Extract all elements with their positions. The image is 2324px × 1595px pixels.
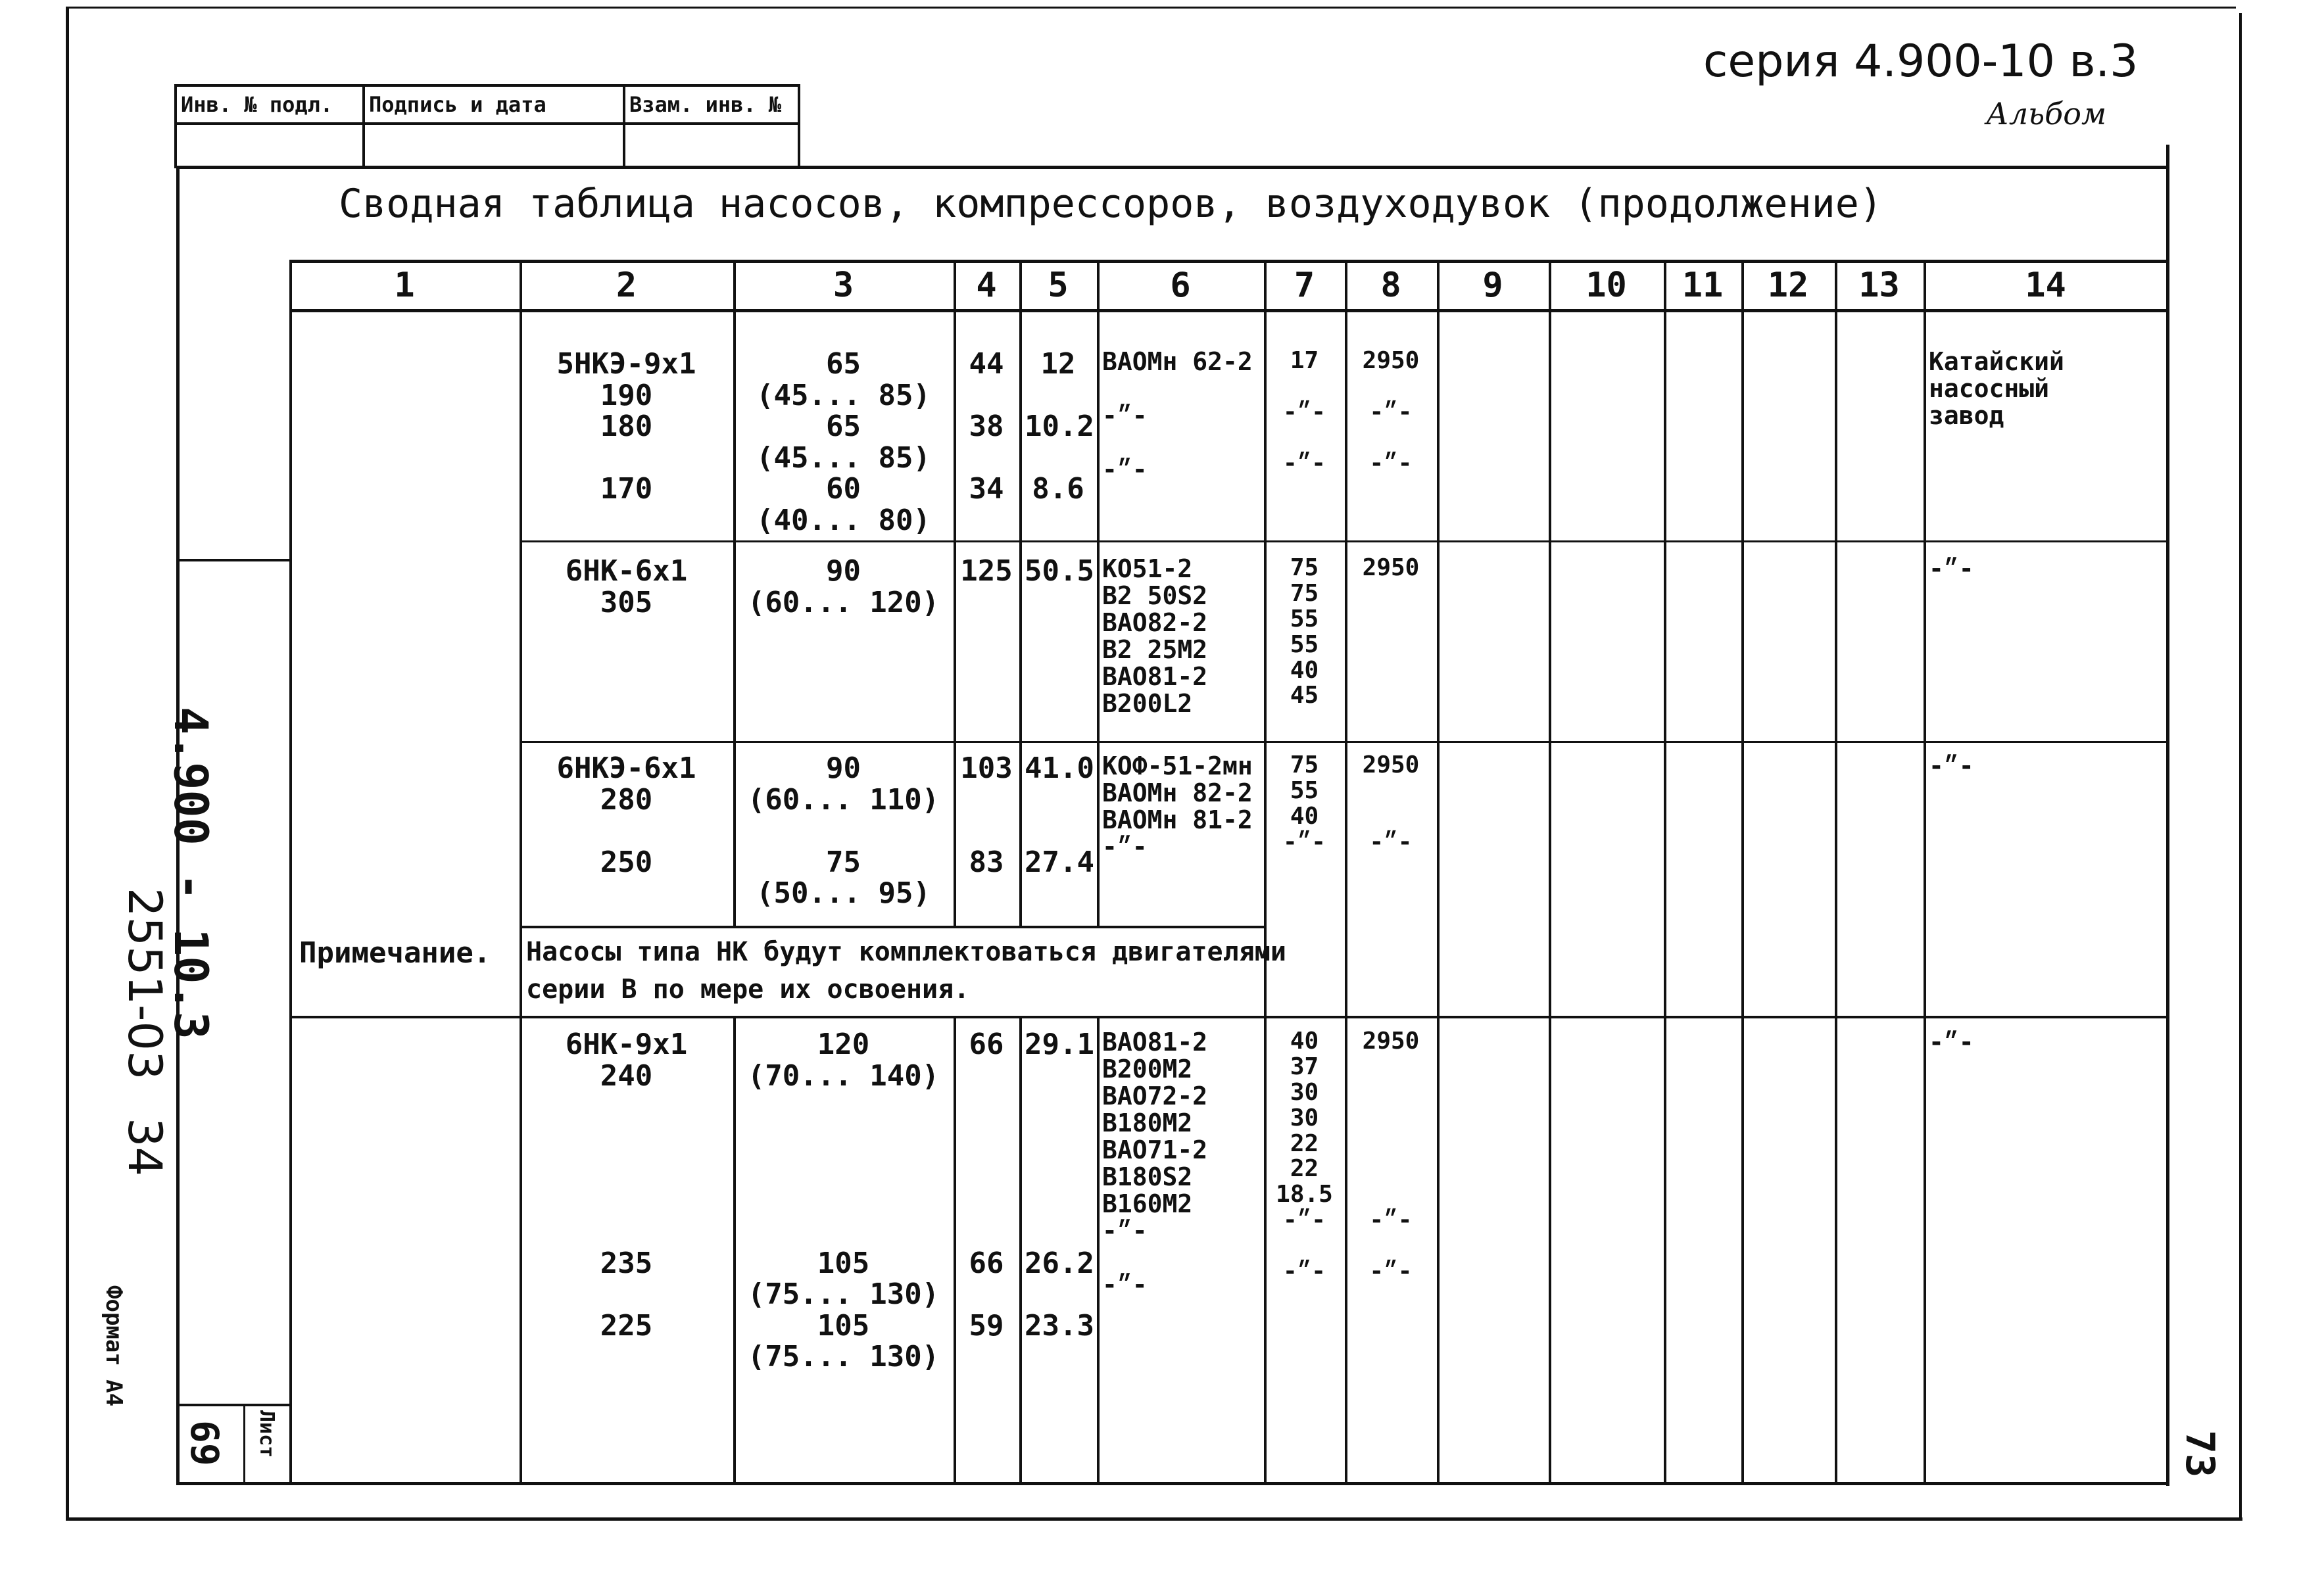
table-cell-r1-col5: 12 10.2 8.6	[1025, 347, 1094, 506]
table-cell-r3-col3: 90 (60... 110) 75 (50... 95)	[747, 751, 940, 911]
table-cell-r3-col7: 75 55 40 -״-	[1283, 751, 1326, 855]
column-header-5: 5	[1048, 266, 1069, 305]
column-header-10: 10	[1586, 266, 1627, 305]
col12-line	[1741, 260, 1744, 1484]
column-header-12: 12	[1767, 266, 1809, 305]
table-cell-r1-col4: 44 38 34	[969, 347, 1004, 506]
column-header-8: 8	[1380, 266, 1401, 305]
table-cell-r4-col8: 2950 -״- -״-	[1362, 1028, 1420, 1285]
table-cell-r1-col8: 2950 -״- -״-	[1362, 347, 1420, 477]
format-label-vertical: Формат А4	[101, 1285, 127, 1407]
table-cell-r4-col4: 66 66 59	[969, 1028, 1004, 1343]
col13-line	[1835, 260, 1837, 1484]
col14-line	[1924, 260, 1926, 1484]
column-header-11: 11	[1682, 266, 1724, 305]
sheet-label-vertical: Лист	[255, 1410, 278, 1458]
table-cell-r1-col14: Катайский насосный завод	[1929, 347, 2064, 431]
table-cell-r2-col3: 90 (60... 120)	[747, 554, 940, 619]
table-cell-r3-col6: КОФ-51-2мн ВАОМн 82-2 ВАОМн 81-2 -״-	[1102, 751, 1253, 862]
table-cell-r1-col2: 5НКЭ-9х1 190 180 170	[556, 347, 696, 506]
table-cell-r2-col5: 50.5	[1025, 554, 1094, 588]
doc-code-vertical: 2551-03	[118, 888, 172, 1080]
col9-line	[1437, 260, 1440, 1484]
frame-bottom	[66, 1517, 2242, 1521]
stamp-replacement-value	[624, 124, 799, 167]
column-header-1: 1	[394, 266, 415, 305]
table-cell-r3-col8: 2950 -״-	[1362, 751, 1420, 855]
stamp-inventory-value	[176, 124, 364, 167]
table-cell-r2-col8: 2950	[1362, 554, 1420, 581]
frame-left	[66, 7, 69, 1519]
header-bottom-line	[289, 309, 2167, 312]
table-cell-r1-col7: 17 -״- -״-	[1283, 347, 1326, 477]
inner-frame-top	[176, 166, 2169, 169]
col8-line	[1345, 260, 1347, 1484]
col3-line	[733, 260, 736, 927]
approval-stamp	[174, 84, 800, 168]
col5-line	[1019, 260, 1022, 927]
table-cell-r4-col2: 6НК-9х1 240 235 225	[565, 1028, 688, 1343]
row1-bottom-left	[180, 559, 289, 561]
col6-line	[1097, 260, 1100, 927]
table-cell-r2-col6: КО51-2 В2 50S2 ВАО82-2 В2 25М2 ВАО81-2 В200L2	[1102, 554, 1208, 719]
column-header-9: 9	[1482, 266, 1503, 305]
col1-left-line	[289, 260, 292, 1484]
table-cell-r1-col3: 65 (45... 85) 65 (45... 85) 60 (40... 80)	[756, 347, 931, 537]
stamp-signature-value	[364, 124, 624, 167]
row2-bottom-line	[520, 741, 2167, 743]
frame-top	[66, 7, 2236, 9]
col2-line	[520, 260, 522, 1484]
side-box-divider	[243, 1404, 245, 1484]
table-cell-r3-col5: 41.0 27.4	[1025, 751, 1094, 879]
column-header-14: 14	[2025, 266, 2066, 305]
table-cell-r2-col14: -״-	[1929, 554, 1974, 583]
column-header-2: 2	[616, 266, 637, 305]
col7-line	[1264, 260, 1267, 1484]
col4-line	[954, 260, 956, 927]
note-label: Примечание.	[299, 936, 491, 970]
column-header-3: 3	[833, 266, 854, 305]
page-title: Сводная таблица насосов, компрессоров, воздуходувок (продолжение)	[339, 181, 1883, 227]
col3-line-b	[733, 1016, 736, 1484]
table-cell-r3-col4: 103 83	[960, 751, 1013, 879]
row1-bottom-line	[520, 540, 2167, 542]
page-number-vertical: 73	[2177, 1430, 2223, 1478]
sheet-code-vertical: 34	[118, 1118, 172, 1177]
table-cell-r2-col7: 75 75 55 55 40 45	[1290, 554, 1319, 709]
table-cell-r3-col14: -״-	[1929, 751, 1974, 780]
stamp-signature-label: Подпись и дата	[364, 85, 624, 124]
note-text-line1: Насосы типа НК будут комплектоваться двигателями	[526, 937, 1286, 967]
col5-line-b	[1019, 1016, 1022, 1484]
table-top-line	[289, 260, 2167, 263]
col10-line	[1549, 260, 1551, 1484]
column-header-4: 4	[976, 266, 997, 305]
series-label: серия 4.900-10 в.3	[1703, 36, 2139, 87]
side-box-line	[176, 1404, 289, 1406]
table-cell-r2-col2: 6НК-6х1 305	[565, 554, 688, 619]
album-label: Альбом	[1986, 96, 2107, 131]
table-cell-r4-col14: -״-	[1929, 1028, 1974, 1057]
note-bottom-line	[289, 1016, 2167, 1018]
table-cell-r3-col2: 6НКЭ-6х1 280 250	[556, 751, 696, 879]
inner-frame-bottom	[176, 1482, 2169, 1485]
table-cell-r1-col6: ВАОМн 62-2 -״- -״-	[1102, 347, 1253, 485]
col4-line-b	[954, 1016, 956, 1484]
note-text-line2: серии В по мере их освоения.	[526, 974, 970, 1005]
table-cell-r4-col3: 120 (70... 140) 105 (75... 130) 105 (75... 130)	[747, 1028, 940, 1374]
table-cell-r2-col4: 125	[960, 554, 1013, 588]
inner-frame-right	[2166, 145, 2169, 1486]
sheet-number-vertical: 69	[182, 1420, 227, 1466]
note-top-line	[520, 926, 1267, 928]
table-cell-r4-col7: 40 37 30 30 22 22 18.5 -״- -״-	[1276, 1028, 1333, 1285]
stamp-inventory-label: Инв. № подл.	[176, 85, 364, 124]
table-cell-r4-col5: 29.1 26.2 23.3	[1025, 1028, 1094, 1343]
column-header-13: 13	[1858, 266, 1900, 305]
frame-right	[2239, 13, 2242, 1519]
col11-line	[1664, 260, 1666, 1484]
stamp-replacement-label: Взам. инв. №	[624, 85, 799, 124]
series-vertical-text: 4.900 - 10.3	[164, 707, 218, 1039]
table-cell-r4-col6: ВАО81-2 В200М2 ВАО72-2 В180М2 ВАО71-2 В180S2 В160М2 -״- -״-	[1102, 1028, 1208, 1300]
column-header-6: 6	[1170, 266, 1191, 305]
column-header-7: 7	[1294, 266, 1315, 305]
col6-line-b	[1097, 1016, 1100, 1484]
